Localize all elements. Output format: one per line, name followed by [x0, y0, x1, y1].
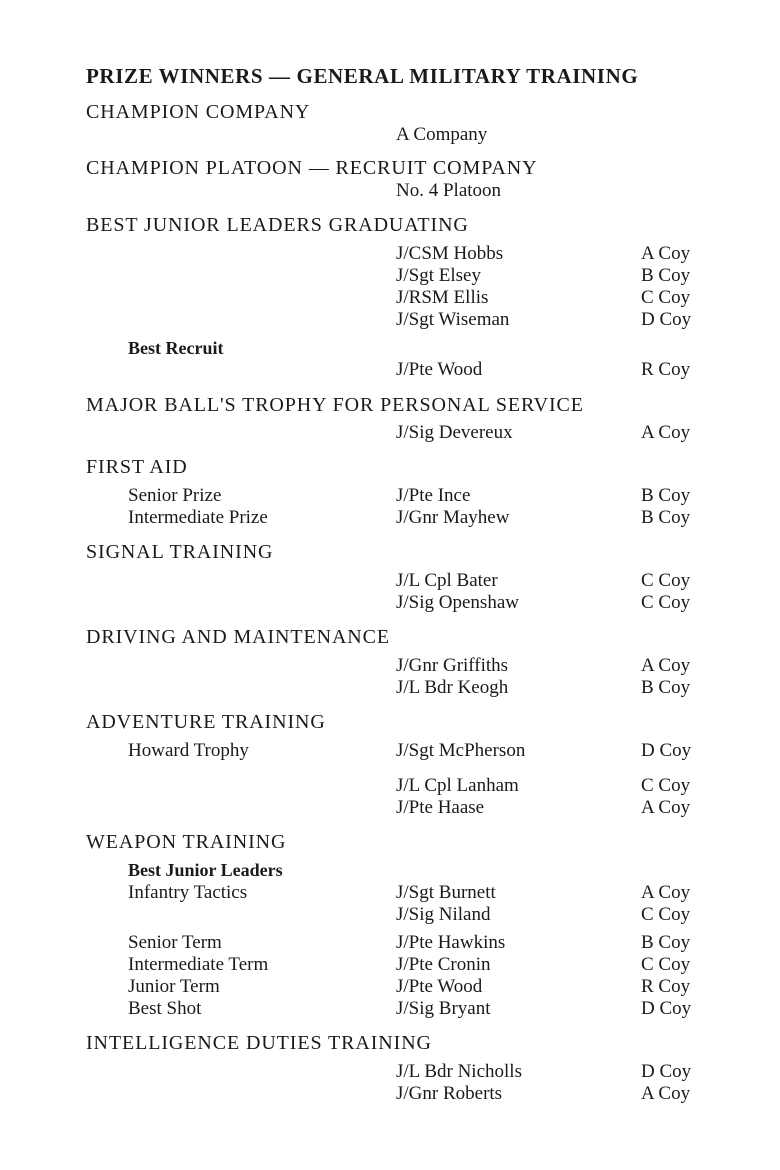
entry-name: J/Pte Hawkins [396, 932, 506, 953]
entry-label: Intermediate Prize [128, 507, 268, 528]
champion-platoon-heading: CHAMPION PLATOON — RECRUIT COMPANY [86, 157, 538, 179]
entry-name: J/Gnr Griffiths [396, 655, 509, 676]
entry-company: A Coy [641, 882, 691, 903]
entry-name: J/Sgt Burnett [396, 882, 496, 903]
entry-name: J/Sgt Wiseman [396, 309, 510, 330]
entry-name: J/Gnr Mayhew [396, 507, 510, 528]
entry-company: C Coy [641, 904, 691, 925]
entry-company: C Coy [641, 592, 691, 613]
champion-company-heading: CHAMPION COMPANY [86, 101, 311, 123]
weapon-training-heading: WEAPON TRAINING [86, 831, 287, 853]
entry-company: C Coy [641, 287, 691, 308]
entry-name: J/RSM Ellis [396, 287, 489, 308]
entry-company: A Coy [641, 797, 691, 818]
entry-company: A Coy [641, 243, 691, 264]
entry-company: B Coy [641, 265, 691, 286]
entry-label: Howard Trophy [128, 740, 249, 761]
entry-company: D Coy [641, 1061, 692, 1082]
page-title: PRIZE WINNERS — GENERAL MILITARY TRAINING [86, 64, 639, 88]
entry-company: C Coy [641, 775, 691, 796]
entry-company: A Coy [641, 422, 691, 443]
adventure-training-heading: ADVENTURE TRAINING [86, 711, 326, 733]
major-ball-trophy-heading: MAJOR BALL'S TROPHY FOR PERSONAL SERVICE [86, 394, 584, 416]
entry-company: C Coy [641, 954, 691, 975]
entry-name: J/Gnr Roberts [396, 1083, 503, 1104]
entry-name: J/L Bdr Keogh [396, 677, 509, 698]
entry-name: J/Sig Openshaw [396, 592, 519, 613]
entry-label: Senior Term [128, 932, 222, 953]
entry-name: J/Sig Bryant [396, 998, 491, 1019]
best-junior-leaders-heading: BEST JUNIOR LEADERS GRADUATING [86, 214, 469, 236]
best-recruit-label: Best Recruit [128, 338, 224, 358]
entry-name: J/Sgt McPherson [396, 740, 526, 761]
entry-company: R Coy [641, 976, 691, 997]
champion-company-winner: A Company [396, 124, 488, 145]
entry-label: Infantry Tactics [128, 882, 248, 903]
entry-name: J/L Cpl Bater [396, 570, 498, 591]
entry-name: J/Sgt Elsey [396, 265, 481, 286]
entry-label: Intermediate Term [128, 954, 269, 975]
entry-company: A Coy [641, 655, 691, 676]
entry-company: B Coy [641, 507, 691, 528]
intelligence-duties-heading: INTELLIGENCE DUTIES TRAINING [86, 1032, 432, 1054]
entry-name: J/Pte Haase [396, 797, 485, 818]
entry-name: J/CSM Hobbs [396, 243, 504, 264]
entry-name: J/L Cpl Lanham [396, 775, 519, 796]
entry-company: A Coy [641, 1083, 691, 1104]
entry-name: J/Pte Cronin [396, 954, 491, 975]
entry-label: Senior Prize [128, 485, 222, 506]
first-aid-heading: FIRST AID [86, 456, 188, 478]
entry-company: B Coy [641, 932, 691, 953]
entry-company: B Coy [641, 677, 691, 698]
entry-name: J/Sig Devereux [396, 422, 513, 443]
entry-name: J/L Bdr Nicholls [396, 1061, 522, 1082]
entry-name: J/Pte Wood [396, 976, 483, 997]
entry-company: D Coy [641, 740, 692, 761]
weapon-training-subheading: Best Junior Leaders [128, 860, 283, 880]
entry-company: D Coy [641, 309, 692, 330]
champion-platoon-winner: No. 4 Platoon [396, 180, 502, 201]
entry-label: Best Shot [128, 998, 202, 1019]
entry-company: C Coy [641, 570, 691, 591]
entry-company: B Coy [641, 485, 691, 506]
entry-company: R Coy [641, 359, 691, 380]
entry-name: J/Pte Wood [396, 359, 483, 380]
entry-name: J/Pte Ince [396, 485, 471, 506]
entry-label: Junior Term [128, 976, 220, 997]
signal-training-heading: SIGNAL TRAINING [86, 541, 274, 563]
entry-company: D Coy [641, 998, 692, 1019]
driving-maintenance-heading: DRIVING AND MAINTENANCE [86, 626, 391, 648]
entry-name: J/Sig Niland [396, 904, 491, 925]
